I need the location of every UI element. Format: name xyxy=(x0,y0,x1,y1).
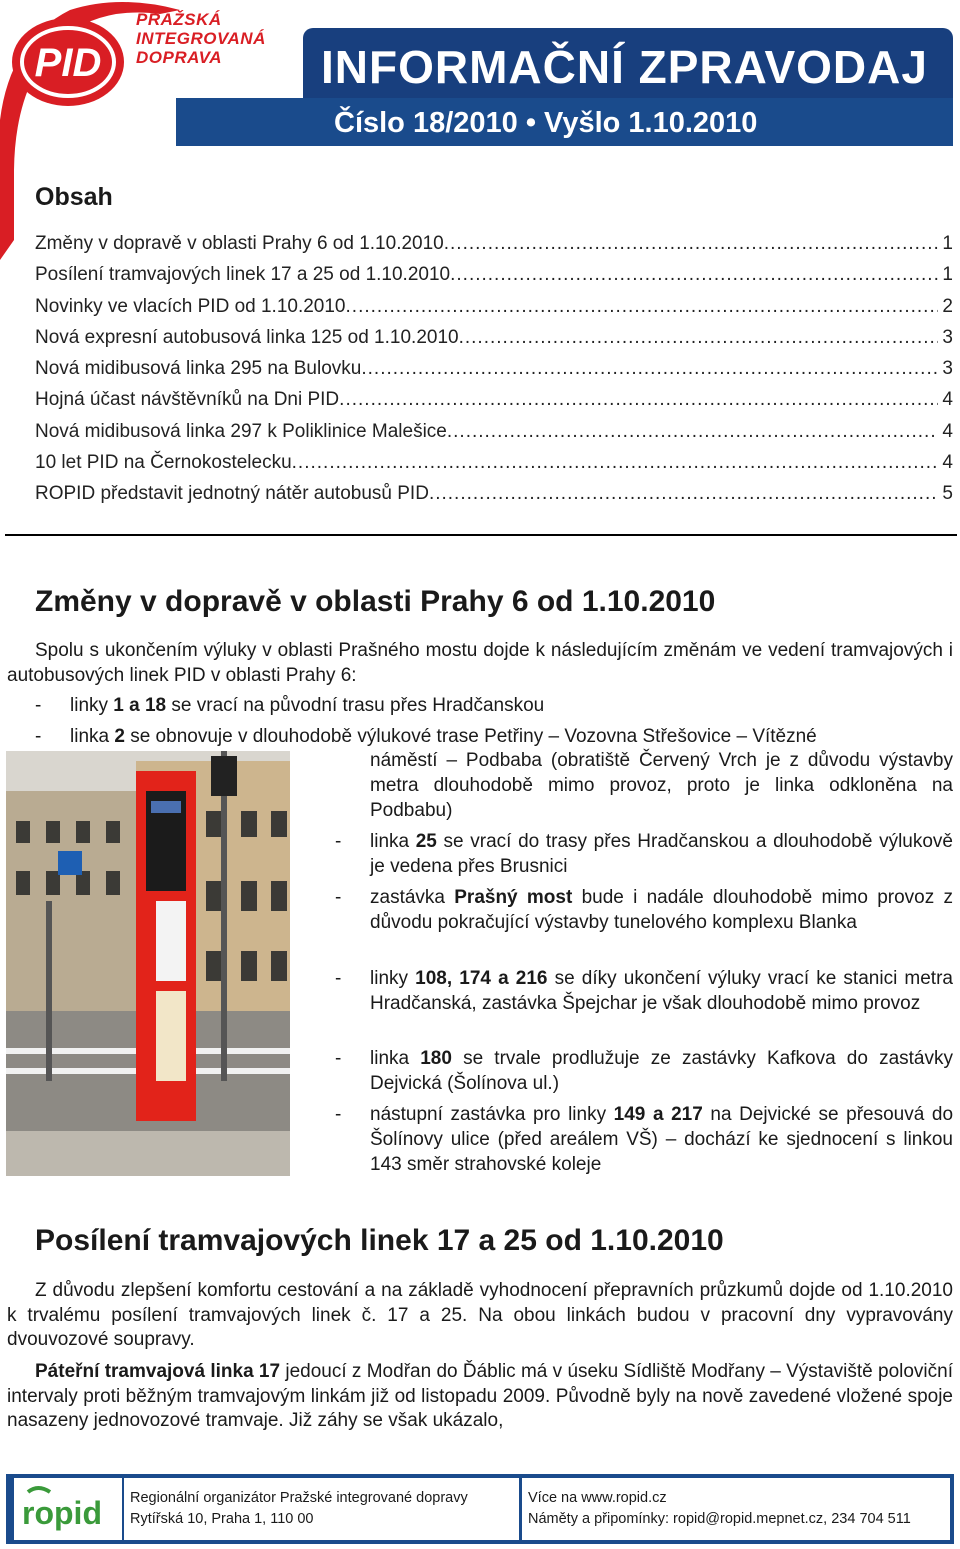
toc-leader-dots xyxy=(459,327,939,349)
list-item: - linky 1 a 18 se vrací na původní trasu přes Hradčanskou xyxy=(35,695,545,716)
toc-entry-page: 3 xyxy=(942,358,953,380)
toc-entry-title: Nová expresní autobusová linka 125 od 1.10.2010 xyxy=(35,326,459,348)
toc-entry[interactable] xyxy=(35,296,953,327)
article-paragraph: Z důvodu zlepšení komfortu cestování a na základě vyhodnocení přepravních průzkumů dojde od 1.10.2010 k trvalému posílení tramvajových linek č. 17 a 25. Na obou linkách budou v pracovní dny vypravovány dvouvozové soupravy. xyxy=(7,1280,953,1350)
ropid-logo xyxy=(14,1478,122,1540)
toc-leader-dots xyxy=(346,296,939,318)
toc-entry-title: Změny v dopravě v oblasti Prahy 6 od 1.10.2010 xyxy=(35,233,444,254)
toc-entry[interactable] xyxy=(35,327,953,358)
footer-address: Rytířská 10, Praha 1, 110 00 xyxy=(130,1511,314,1527)
title-banner xyxy=(303,28,953,98)
toc-entry-page: 1 xyxy=(942,264,953,286)
toc-entry-title: Novinky ve vlacích PID od 1.10.2010 xyxy=(35,295,346,317)
toc-entry-title: Hojná účast návštěvníků na Dni PID xyxy=(35,389,340,411)
toc-entry-title: Nová midibusová linka 295 na Bulovku xyxy=(35,358,362,380)
toc-entry-page: 4 xyxy=(942,389,953,411)
toc-leader-dots xyxy=(447,421,939,443)
toc-entry[interactable] xyxy=(35,358,953,389)
ropid-logo-icon xyxy=(14,1478,122,1540)
newsletter-title: INFORMAČNÍ ZPRAVODAJ xyxy=(321,41,928,93)
toc-leader-dots xyxy=(444,233,939,255)
pid-logo xyxy=(8,12,128,112)
footer-contact-info: Náměty a připomínky: ropid@ropid.mepnet.cz, 234 704 511 xyxy=(528,1511,911,1527)
toc-leader-dots xyxy=(292,452,939,474)
table-of-contents xyxy=(35,233,953,515)
toc-entry-title: 10 let PID na Černokostelecku xyxy=(35,452,292,474)
toc-entry-title: ROPID představit jednotný nátěr autobusů PID xyxy=(35,483,429,505)
toc-entry[interactable] xyxy=(35,264,953,295)
list-item: - linka 2 se obnovuje v dlouhodobě výlukové trase Petřiny – Vozovna Střešovice – Vítězné xyxy=(35,726,817,747)
toc-entry[interactable] xyxy=(35,233,953,264)
footer-org-name: Regionální organizátor Pražské integrované dopravy xyxy=(130,1490,468,1506)
footer-organization xyxy=(124,1478,519,1540)
toc-entry-page: 5 xyxy=(942,483,953,505)
footer-web-link[interactable]: Více na www.ropid.cz xyxy=(528,1490,667,1506)
article-paragraph: Páteřní tramvajová linka 17 jedoucí z Modřan do Ďáblic má v úseku Sídliště Modřany – Výstaviště poloviční intervaly proti běžným tramvajovým linkám již od listopadu 2009. Původně byly na nově zavedené vložené spoje nasazeny jednovozové tramvaje. Již záhy se však ukázalo, xyxy=(7,1361,954,1431)
toc-entry[interactable] xyxy=(35,452,953,483)
article-heading: Posílení tramvajových linek 17 a 25 od 1.10.2010 xyxy=(35,1224,724,1257)
list-item: - zastávka Prašný most bude i nadále dlouhodobě mimo provoz z důvodu pokračující výstavby tunelového komplexu Blanka xyxy=(335,887,954,933)
footer-contact xyxy=(522,1478,950,1540)
list-item-continuation: náměstí – Podbaba (obratiště Červený Vrch je z důvodu výstavby metra dlouhodobě mimo provoz, proto je linka odkloněna na Podbabu) xyxy=(370,750,953,821)
toc-entry-page: 3 xyxy=(942,326,953,348)
toc-entry-title: Nová midibusová linka 297 k Poliklinice Malešice xyxy=(35,420,447,442)
toc-entry-page: 2 xyxy=(942,295,953,317)
toc-heading: Obsah xyxy=(35,183,113,211)
list-item: - linka 180 se trvale prodlužuje ze zastávky Kafkova do zastávky Dejvická (Šolínova ul.) xyxy=(335,1048,954,1094)
svg-text:ropid: ropid xyxy=(22,1495,102,1531)
toc-entry[interactable] xyxy=(35,421,953,452)
divider xyxy=(5,534,957,536)
footer xyxy=(6,1474,954,1544)
toc-entry-page: 4 xyxy=(942,452,953,474)
toc-entry[interactable] xyxy=(35,389,953,420)
issue-info: Číslo 18/2010 • Vyšlo 1.10.2010 xyxy=(334,107,758,139)
article-heading: Změny v dopravě v oblasti Prahy 6 od 1.10.2010 xyxy=(35,585,716,618)
list-item: - linky 108, 174 a 216 se díky ukončení výluky vrací ke stanici metra Hradčanská, zastávka Špejchar je však dlouhodobě mimo provoz xyxy=(335,968,953,1014)
brand-line-2: INTEGROVANÁ xyxy=(136,29,266,48)
list-item: - linka 25 se vrací do trasy přes Hradčanskou a dlouhodobě výlukově je vedena přes Brusnici xyxy=(335,831,954,877)
svg-text:PID: PID xyxy=(34,41,102,85)
brand-line-1: PRAŽSKÁ xyxy=(136,10,222,29)
toc-leader-dots xyxy=(450,264,938,286)
brand-name xyxy=(136,10,266,67)
toc-leader-dots xyxy=(361,358,938,380)
issue-banner xyxy=(176,98,953,146)
toc-leader-dots xyxy=(339,389,938,411)
brand-line-3: DOPRAVA xyxy=(136,48,222,67)
toc-entry-page: 4 xyxy=(942,420,953,442)
toc-leader-dots xyxy=(429,483,938,505)
toc-entry-page: 1 xyxy=(942,233,953,254)
toc-entry-title: Posílení tramvajových linek 17 a 25 od 1.10.2010 xyxy=(35,264,451,286)
toc-entry[interactable] xyxy=(35,483,953,514)
tram-stop-photo xyxy=(6,751,290,1176)
list-item: - nástupní zastávka pro linky 149 a 217 na Dejvické se přesouvá do Šolínovy ulice (před areálem VŠ) – dochází ke sjednocení s linkou 143 směr strahovské koleje xyxy=(335,1104,954,1175)
article-intro: Spolu s ukončením výluky v oblasti Prašného mostu dojde k následujícím změnám ve vedení tramvajových i autobusových linek PID v oblasti Prahy 6: xyxy=(7,640,953,686)
